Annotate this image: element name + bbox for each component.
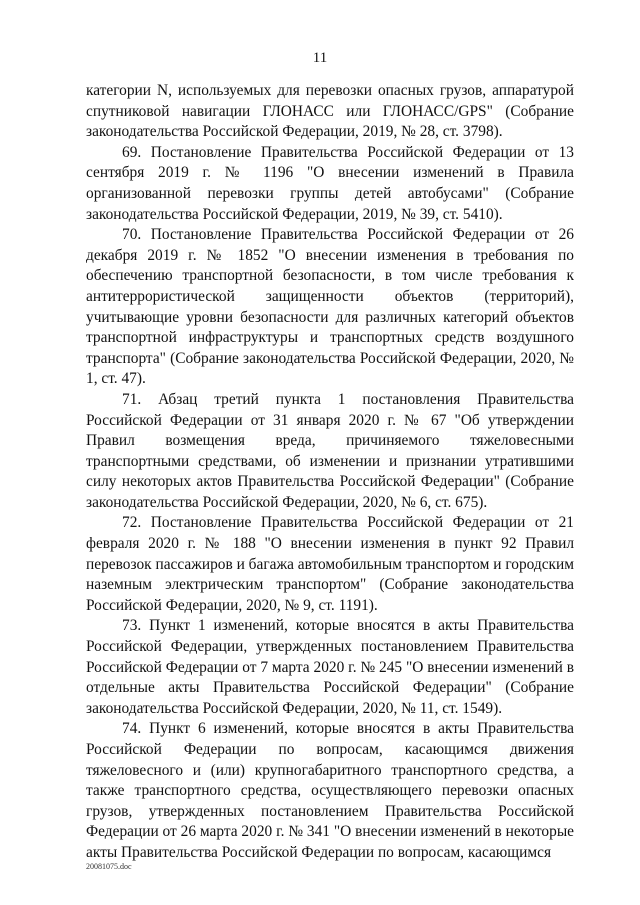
page-number: 11 — [312, 50, 328, 66]
paragraph-item-74: 74. Пункт 6 изменений, которые вносятся в акты Правительства Российской Федерации по вопросам, касающимся движения тяжеловесного и (или) крупногабаритного транспортного средства, а также транспортного средства, осуществляющего перевозки опасных грузов, утвержденных постановлением Правительства Российской Федерации от 26 марта 2020 г. № 341 "О внесении изменений в некоторые акты Правительства Российской Федерации по вопросам, касающимся — [86, 720, 574, 861]
paragraph-item-69: 69. Постановление Правительства Российской Федерации от 13 сентября 2019 г. № 1196 "О внесении изменений в Правила организованной перевозки группы детей автобусами" (Собрание законодательства Российской Федерации, 2019, № 39, ст. 5410). — [86, 143, 574, 223]
paragraph-item-72: 72. Постановление Правительства Российской Федерации от 21 февраля 2020 г. № 188 "О внесении изменения в пункт 92 Правил перевозок пассажиров и багажа автомобильным транспортом и городским наземным электрическим транспортом" (Собрание законодательства Российской Федерации, 2020, № 9, ст. 1191). — [86, 514, 575, 614]
document-body — [86, 81, 574, 864]
paragraph-item-70: 70. Постановление Правительства Российской Федерации от 26 декабря 2019 г. № 1852 "О внесении изменения в требования по обеспечению транспортной безопасности, в том числе требования к антитеррористической защищенности объектов (территорий), учитывающие уровни безопасности для различных категорий объектов транспортной инфраструктуры и транспортных средств воздушного транспорта" (Собрание законодательства Российской Федерации, 2020, № 1, ст. 47). — [86, 226, 574, 388]
paragraph-continuation: категории N, используемых для перевозки опасных грузов, аппаратурой спутниковой навигации ГЛОНАСС или ГЛОНАСС/GPS" (Собрание законодательства Российской Федерации, 2019, № 28, ст. 3798). — [86, 82, 574, 141]
paragraph-item-73: 73. Пункт 1 изменений, которые вносятся в акты Правительства Российской Федерации, утвержденных постановлением Правительства Российской Федерации от 7 марта 2020 г. № 245 "О внесении изменений в отдельные акты Правительства Российской Федерации" (Собрание законодательства Российской Федерации, 2020, № 11, ст. 1549). — [86, 617, 574, 717]
footer-filename: 20081075.doc — [86, 862, 132, 871]
paragraph-item-71: 71. Абзац третий пункта 1 постановления Правительства Российской Федерации от 31 января 2020 г. № 67 "Об утверждении Правил возмещения вреда, причиняемого тяжеловесными транспортными средствами, об изменении и признании утратившими силу некоторых актов Правительства Российской Федерации" (Собрание законодательства Российской Федерации, 2020, № 6, ст. 675). — [86, 390, 574, 511]
